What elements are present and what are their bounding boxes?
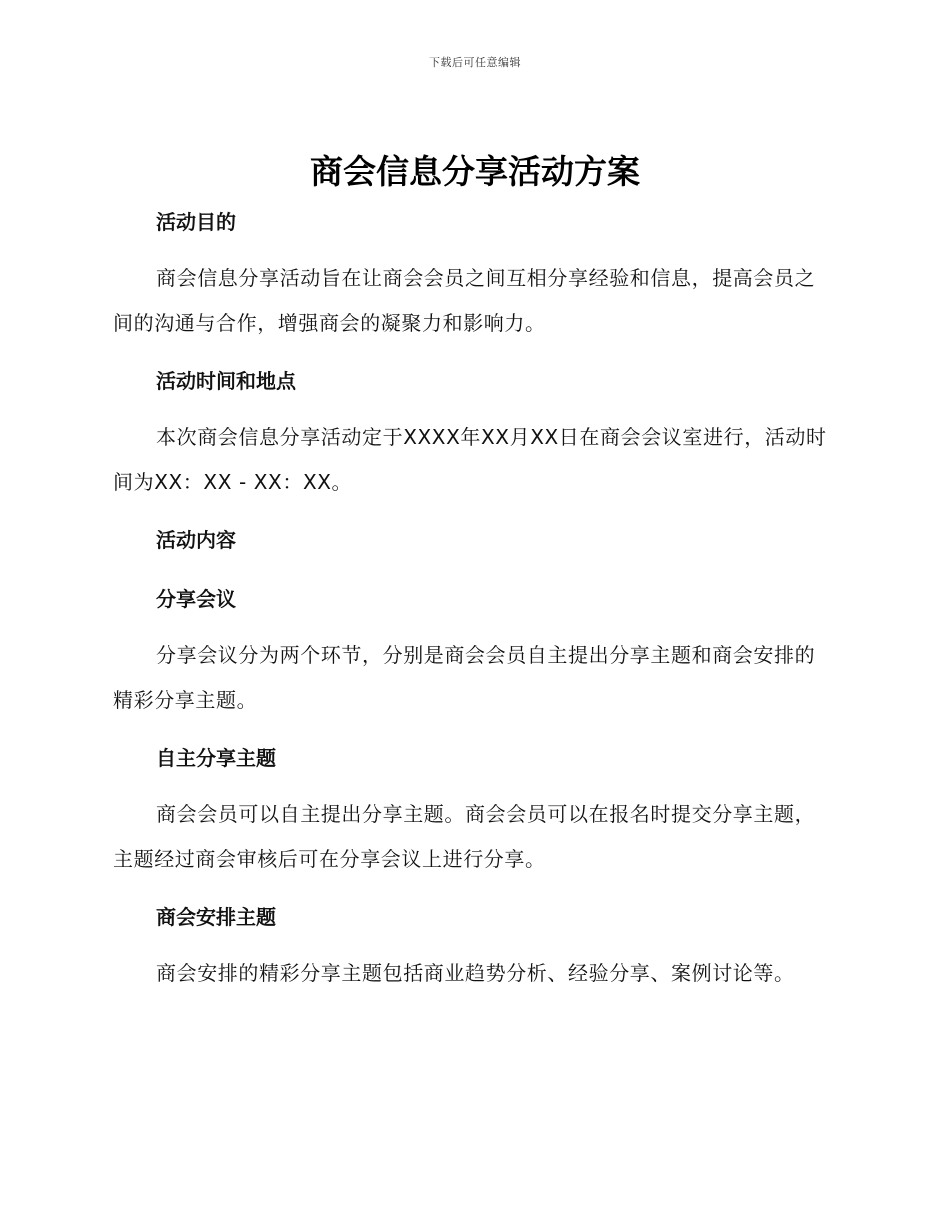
section-heading-sharing-meeting: 分享会议 (156, 587, 236, 611)
section-heading-self-topics: 自主分享主题 (156, 746, 276, 770)
page-header-note: 下载后可任意编辑 (429, 56, 521, 69)
section-heading-arranged-topics: 商会安排主题 (156, 905, 276, 929)
section-body-self-topics: 商会会员可以自主提出分享主题。商会会员可以在报名时提交分享主题，主题经过商会审核后可在分享会议上进行分享。 (113, 802, 816, 871)
section-body-purpose: 商会信息分享活动旨在让商会会员之间互相分享经验和信息，提高会员之间的沟通与合作，增强商会的凝聚力和影响力。 (113, 266, 816, 335)
section-heading-purpose: 活动目的 (156, 210, 236, 234)
section-body-sharing-meeting: 分享会议分为两个环节，分别是商会会员自主提出分享主题和商会安排的精彩分享主题。 (113, 643, 816, 712)
section-heading-time-place: 活动时间和地点 (156, 369, 296, 393)
section-body-time-place: 本次商会信息分享活动定于XXXX年XX月XX日在商会会议室进行，活动时间为XX：XX - XX：XX。 (113, 425, 827, 494)
section-body-arranged-topics: 商会安排的精彩分享主题包括商业趋势分析、经验分享、案例讨论等。 (156, 961, 795, 985)
document-title: 商会信息分享活动方案 (310, 152, 640, 191)
section-heading-content: 活动内容 (156, 528, 236, 552)
